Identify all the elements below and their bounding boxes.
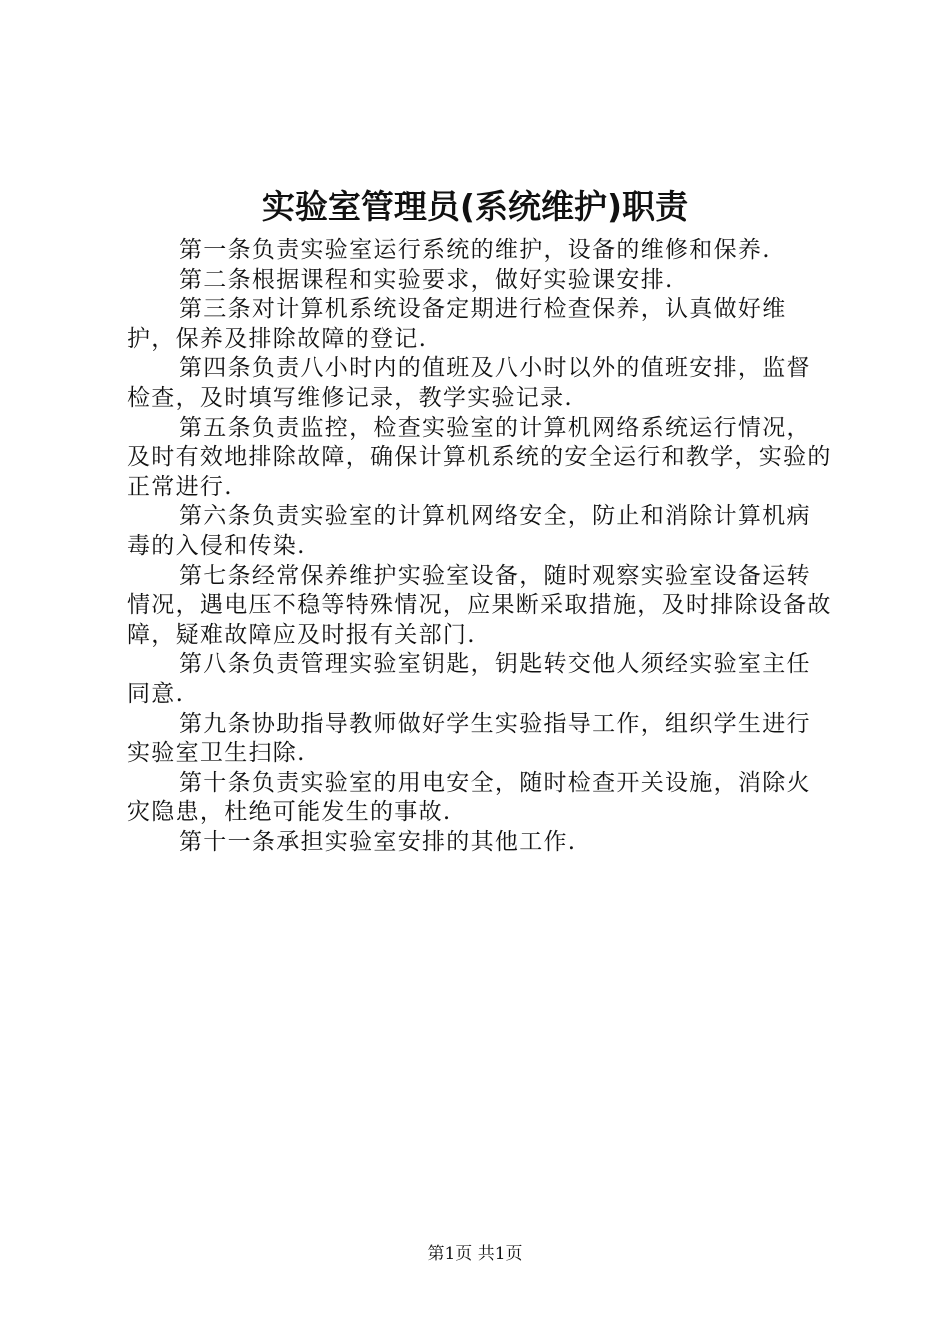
paragraph-article-1: 第一条负责实验室运行系统的维护，设备的维修和保养. (179, 237, 771, 263)
paragraph-article-10: 第十条负责实验室的用电安全，随时检查开关设施，消除火灾隐患，杜绝可能发生的事故. (127, 769, 811, 826)
page-footer: 第1页 共1页 (427, 1244, 523, 1264)
paragraph-article-8: 第八条负责管理实验室钥匙，钥匙转交他人须经实验室主任同意. (127, 651, 811, 707)
paragraph-article-7: 第七条经常保养维护实验室设备，随时观察实验室设备运转情况，遇电压不稳等特殊情况，应果断采取措施，及时排除设备故障，疑难故障应及时报有关部门. (127, 562, 832, 648)
paragraph-article-5: 第五条负责监控，检查实验室的计算机网络系统运行情况，及时有效地排除故障，确保计算机系统的安全运行和教学，实验的正常进行. (127, 414, 832, 500)
document-body (127, 236, 832, 857)
paragraph-article-6: 第六条负责实验室的计算机网络安全，防止和消除计算机病毒的入侵和传染. (127, 503, 811, 559)
paragraph-article-4: 第四条负责八小时内的值班及八小时以外的值班安排，监督检查，及时填写维修记录，教学实验记录. (127, 355, 811, 411)
paragraph-article-11: 第十一条承担实验室安排的其他工作. (179, 828, 577, 855)
document-title: 实验室管理员(系统维护)职责 (261, 187, 689, 226)
paragraph-article-3: 第三条对计算机系统设备定期进行检查保养，认真做好维护，保养及排除故障的登记. (127, 296, 787, 352)
paragraph-article-9: 第九条协助指导教师做好学生实验指导工作，组织学生进行实验室卫生扫除. (127, 710, 811, 767)
paragraph-article-2: 第二条根据课程和实验要求，做好实验课安排. (179, 266, 674, 293)
